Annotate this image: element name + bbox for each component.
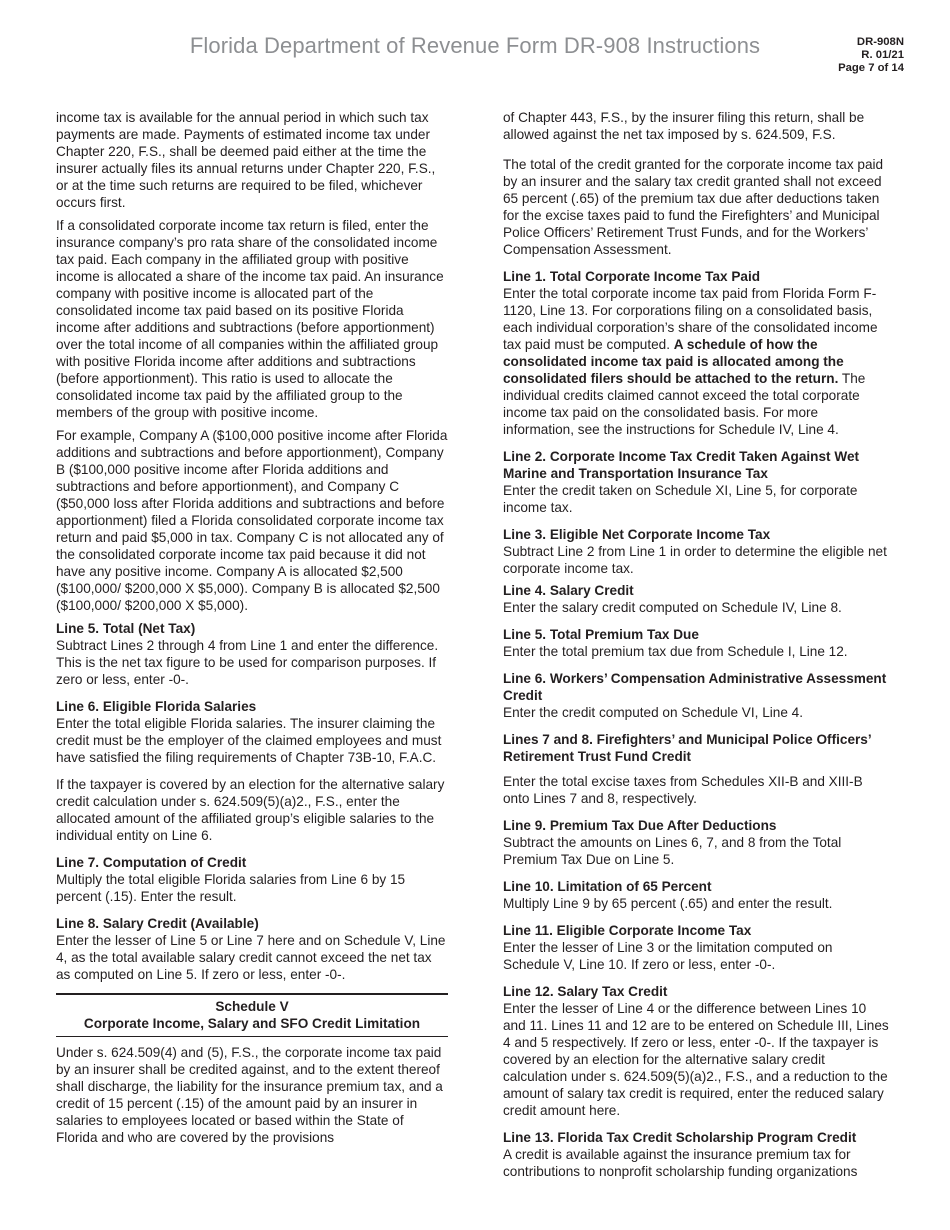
- section-heading: Line 9. Premium Tax Due After Deductions: [503, 818, 777, 833]
- section-line-6-note: [56, 776, 448, 844]
- section-text: Enter the total excise taxes from Schedules XII-B and XIII-B onto Lines 7 and 8, respectively.: [503, 774, 863, 806]
- section-heading: Line 6. Eligible Florida Salaries: [56, 699, 257, 714]
- paragraph: If a consolidated corporate income tax return is filed, enter the insurance company’s pro rata share of the consolidated income tax paid. Each company in the affiliated group with positive income is allocated a share of the income tax paid. An insurance company with positive income is allocated part of the consolidated income tax paid based on its positive Florida income after additions and subtractions (before apportionment) over the total income of all companies within the affiliated group with positive Florida income after additions and subtractions (before apportionment). This ratio is used to allocate the consolidated income tax paid by the affiliated group to the members of the group with positive income.: [56, 218, 444, 420]
- section-line-12: [503, 983, 891, 1119]
- section-heading: Line 7. Computation of Credit: [56, 855, 247, 870]
- section-text-emphasis: A schedule of how the consolidated income tax paid is allocated among the consolidated filers should be attached to the return.: [503, 337, 844, 386]
- section-line-8: [56, 915, 448, 983]
- section-heading: Lines 7 and 8. Firefighters’ and Municipal Police Officers’ Retirement Trust Fund Credit: [503, 732, 871, 764]
- section-text-part: Enter the total corporate income tax paid from Florida Form F-1120, Line 13. For corporations filing on a consolidated basis, each individual corporation’s share of the consolidated income tax paid must be computed.: [503, 286, 878, 352]
- section-text: Multiply the total eligible Florida salaries from Line 6 by 15 percent (.15). Enter the result.: [56, 872, 406, 904]
- page-number: Page 7 of 14: [838, 62, 904, 75]
- section-heading: Line 12. Salary Tax Credit: [503, 984, 668, 999]
- form-revision: R. 01/21: [861, 49, 904, 62]
- section-text: Multiply Line 9 by 65 percent (.65) and enter the result.: [503, 896, 833, 911]
- schedule-subtitle: Corporate Income, Salary and SFO Credit Limitation: [83, 1016, 421, 1031]
- section-line-7: [56, 854, 448, 905]
- section-text: Enter the lesser of Line 3 or the limitation computed on Schedule V, Line 10. If zero or less, enter -0-.: [503, 940, 833, 972]
- section-text-part: The individual credits claimed cannot exceed the total corporate income tax paid on the consolidated basis. For more information, see the instructions for Schedule IV, Line 4.: [503, 371, 866, 437]
- section-line-1: [503, 268, 891, 438]
- section-line-6: [56, 698, 448, 766]
- section-heading: Line 3. Eligible Net Corporate Income Tax: [503, 527, 771, 542]
- section-text: Enter the lesser of Line 5 or Line 7 here and on Schedule V, Line 4, as the total available salary credit cannot exceed the net tax as computed on Line 5. If zero or less, enter -0-.: [56, 933, 446, 982]
- section-line-4: [503, 582, 891, 616]
- section-text: A credit is available against the insurance premium tax for contributions to nonprofit scholarship funding organizations: [503, 1147, 858, 1179]
- section-heading: Line 1. Total Corporate Income Tax Paid: [503, 269, 761, 284]
- section-heading: Line 13. Florida Tax Credit Scholarship Program Credit: [503, 1130, 857, 1145]
- section-text: Subtract Line 2 from Line 1 in order to determine the eligible net corporate income tax.: [503, 544, 887, 576]
- section-text: Subtract Lines 2 through 4 from Line 1 and enter the difference. This is the net tax figure to be used for comparison purposes. If zero or less, enter -0-.: [56, 638, 439, 687]
- section-line-2: [503, 448, 891, 516]
- section-lines-7-8: [503, 731, 891, 807]
- section-line-3: [503, 526, 891, 577]
- section-line-11: [503, 922, 891, 973]
- section-heading: Line 11. Eligible Corporate Income Tax: [503, 923, 752, 938]
- section-text: If the taxpayer is covered by an election for the alternative salary credit calculation under s. 624.509(5)(a)2., F.S., enter the allocated amount of the affiliated group’s eligible salaries to the individual entity on Line 6.: [56, 777, 445, 843]
- section-text: Enter the lesser of Line 4 or the difference between Lines 10 and 11. Lines 11 and 12 are to be entered on Schedule III, Lines 4 and 5 respectively. If zero or less, enter -0-. If the taxpayer is covered by an election for the alternative salary credit calculation under s. 624.509(5)(a)2., F.S., and a reduction to the amount of salary tax credit is required, enter the reduced salary credit amount here.: [503, 1001, 889, 1118]
- section-text: Enter the salary credit computed on Schedule IV, Line 8.: [503, 600, 842, 615]
- section-line-9: [503, 817, 891, 868]
- page-title: Florida Department of Revenue Form DR-908 Instructions: [189, 33, 761, 58]
- section-text: Enter the credit taken on Schedule XI, Line 5, for corporate income tax.: [503, 483, 858, 515]
- section-heading: Line 4. Salary Credit: [503, 583, 634, 598]
- paragraph: The total of the credit granted for the corporate income tax paid by an insurer and the salary tax credit granted shall not exceed 65 percent (.65) of the premium tax due after deductions taken for the excise taxes paid to fund the Firefighters’ and Municipal Police Officers’ Retirement Trust Funds, and for the Workers’ Compensation Assessment.: [503, 157, 884, 257]
- paragraph: For example, Company A ($100,000 positive income after Florida additions and subtractions and before apportionment), Company B ($100,000 positive income after Florida additions and subtractions and before apportionment), and Company C ($50,000 loss after Florida additions and subtractions and before apportionment) filed a Florida consolidated corporate income tax return and paid $5,000 in tax. Company C is not allocated any of the consolidated corporate income tax paid because it did not have any positive income. Company A is allocated $2,500 ($100,000/ $200,000 X $5,000). Company B is allocated $2,500 ($100,000/ $200,000 X $5,000).: [56, 428, 448, 613]
- section-line-6: [503, 670, 891, 721]
- paragraph: of Chapter 443, F.S., by the insurer filing this return, shall be allowed against the net tax imposed by s. 624.509, F.S.: [503, 110, 865, 142]
- section-text: Subtract the amounts on Lines 6, 7, and 8 from the Total Premium Tax Due on Line 5.: [503, 835, 842, 867]
- section-line-10: [503, 878, 891, 912]
- section-text: Enter the total premium tax due from Schedule I, Line 12.: [503, 644, 848, 659]
- form-number: DR-908N: [856, 36, 904, 48]
- left-column: [56, 109, 448, 1146]
- section-heading: Line 5. Total Premium Tax Due: [503, 627, 699, 642]
- section-text: Enter the total eligible Florida salaries. The insurer claiming the credit must be the employer of the claimed employees and must have satisfied the filing requirements of Chapter 73B-10, F.A.C.: [56, 716, 442, 765]
- section-heading: Line 10. Limitation of 65 Percent: [503, 879, 712, 894]
- section-text: [503, 285, 891, 438]
- section-text: Enter the credit computed on Schedule VI, Line 4.: [503, 705, 804, 720]
- schedule-v-header: [56, 993, 448, 1037]
- right-column: [503, 109, 891, 1190]
- section-heading: Line 6. Workers’ Compensation Administrative Assessment Credit: [503, 671, 887, 703]
- section-heading: Line 8. Salary Credit (Available): [56, 916, 259, 931]
- section-heading: Line 5. Total (Net Tax): [56, 621, 196, 636]
- section-line-5: [503, 626, 891, 660]
- section-line-13: [503, 1129, 891, 1180]
- paragraph: income tax is available for the annual period in which such tax payments are made. Payments of estimated income tax under Chapter 220, F.S., shall be deemed paid either at the time the insurer actually files its annual returns under Chapter 220, F.S., or at the time such returns are required to be filed, whichever occurs first.: [56, 110, 436, 210]
- form-meta: [838, 36, 904, 76]
- section-heading: Line 2. Corporate Income Tax Credit Taken Against Wet Marine and Transportation Insurance Tax: [503, 449, 860, 481]
- section-line-5: [56, 620, 448, 688]
- schedule-text: Under s. 624.509(4) and (5), F.S., the corporate income tax paid by an insurer shall be credited against, and to the extent thereof shall discharge, the liability for the insurance premium tax, and a credit of 15 percent (.15) of the amount paid by an insurer in salaries to employees located or based within the State of Florida and who are covered by the provisions: [56, 1045, 443, 1145]
- schedule-title: Schedule V: [215, 999, 289, 1014]
